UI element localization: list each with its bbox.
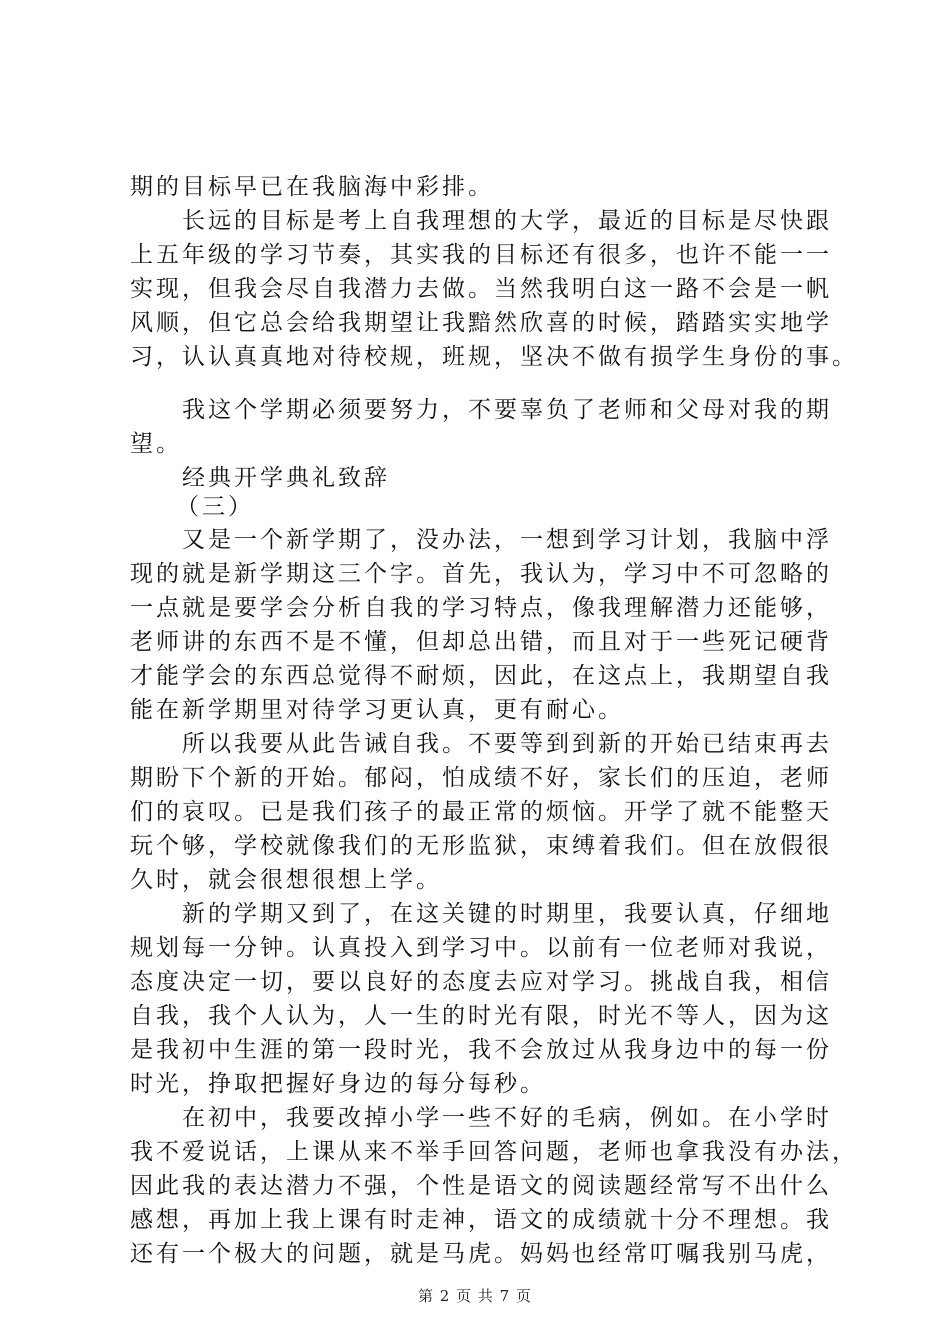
text-line: 上五年级的学习节奏，其实我的目标还有很多，也许不能一一 — [130, 242, 832, 268]
section-number: （三） — [176, 494, 254, 520]
text-line: 风顺，但它总会给我期望让我黯然欣喜的时候，踏踏实实地学 — [130, 310, 832, 336]
text-line: 才能学会的东西总觉得不耐烦，因此，在这点上，我期望自我 — [130, 663, 832, 689]
text-line: 习，认认真真地对待校规，班规，坚决不做有损学生身份的事。 — [130, 344, 858, 370]
text-line: 久时，就会很想很想上学。 — [130, 867, 442, 893]
text-line: 还有一个极大的问题，就是马虎。妈妈也经常叮嘱我别马虎， — [130, 1241, 832, 1267]
text-line: 长远的目标是考上自我理想的大学，最近的目标是尽快跟 — [182, 208, 832, 234]
text-line: 能在新学期里对待学习更认真，更有耐心。 — [130, 697, 624, 723]
text-line: 态度决定一切，要以良好的态度去应对学习。挑战自我，相信 — [130, 969, 832, 995]
text-line: 期盼下个新的开始。郁闷，怕成绩不好，家长们的压迫，老师 — [130, 765, 832, 791]
text-line: 玩个够，学校就像我们的无形监狱，束缚着我们。但在放假很 — [130, 833, 832, 859]
section-heading: 经典开学典礼致辞 — [182, 465, 390, 491]
text-line: 期的目标早已在我脑海中彩排。 — [130, 174, 494, 200]
text-line: 时光，挣取把握好身边的每分每秒。 — [130, 1071, 546, 1097]
page-number-footer: 第 2 页 共 7 页 — [418, 1287, 532, 1305]
text-line: 老师讲的东西不是不懂，但却总出错，而且对于一些死记硬背 — [130, 629, 832, 655]
text-line: 所以我要从此告诫自我。不要等到到新的开始已结束再去 — [182, 731, 832, 757]
text-line: 们的哀叹。已是我们孩子的最正常的烦恼。开学了就不能整天 — [130, 799, 832, 825]
text-line: 现的就是新学期这三个字。首先，我认为，学习中不可忽略的 — [130, 561, 832, 587]
text-line: 新的学期又到了，在这关键的时期里，我要认真，仔细地 — [182, 901, 832, 927]
text-line: 规划每一分钟。认真投入到学习中。以前有一位老师对我说， — [130, 935, 832, 961]
text-line: 我不爱说话，上课从来不举手回答问题，老师也拿我没有办法， — [130, 1139, 858, 1165]
text-line: 实现，但我会尽自我潜力去做。当然我明白这一路不会是一帆 — [130, 276, 832, 302]
text-line: 因此我的表达潜力不强，个性是语文的阅读题经常写不出什么 — [130, 1173, 832, 1199]
text-line: 一点就是要学会分析自我的学习特点，像我理解潜力还能够， — [130, 595, 832, 621]
text-line: 望。 — [130, 431, 182, 457]
text-line: 是我初中生涯的第一段时光，我不会放过从我身边中的每一份 — [130, 1037, 832, 1063]
text-line: 自我，我个人认为，人一生的时光有限，时光不等人，因为这 — [130, 1003, 832, 1029]
text-line: 我这个学期必须要努力，不要辜负了老师和父母对我的期 — [182, 397, 832, 423]
text-line: 感想，再加上我上课有时走神，语文的成绩就十分不理想。我 — [130, 1207, 832, 1233]
text-line: 在初中，我要改掉小学一些不好的毛病，例如。在小学时 — [182, 1105, 832, 1131]
text-line: 又是一个新学期了，没办法，一想到学习计划，我脑中浮 — [182, 527, 832, 553]
